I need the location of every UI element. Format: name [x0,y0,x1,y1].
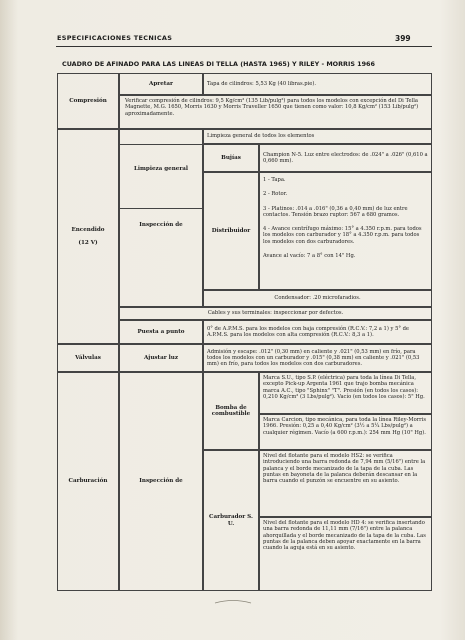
bomba-carcion-text: Marca Carcion, tipo mecánica, para toda la línea Riley-Morris 1966. Presión: 0,25 a 0,40 Kg/cm² (3½ a 5¼ Lbs/pulg²) a cualquier régimen. Vacío (a 600 r.p.m.): 254 mm Hg (10" Hg). [259,414,432,450]
tuning-table [57,73,432,591]
row-label-valvulas: Válvulas [57,344,119,372]
row-label-carburacion: Carburación [57,372,119,591]
dist-item-rotor: 2 - Rotor. [263,191,288,198]
sub-label-inspeccion-encendido: Inspección de [119,144,203,307]
bujias-text: Champion N-5. Luz entre electrodos: de .024" a .026" (0,610 a 0,660 mm). [259,144,432,172]
page-number: 399 [395,34,411,43]
dist-item-platinos: 3 - Platinos: .014 a .016" (0,36 a 0,40 mm) de luz entre contactos. Tensión brazo ruptor: 567 a 680 gramos. [263,205,408,218]
table-title: CUADRO DE AFINADO PARA LAS LINEAS DI TELLA (HASTA 1965) Y RILEY - MORRIS 1966 [62,60,375,68]
verificar-text: Verificar compresión de cilindros: 9,5 Kg/cm² (135 Lib/pulg²) para todos los modelos con excepción del Di Tella Magnette, M.G. 1650, Morris 1630 y Morris Traveller 1650 que tienen como valor: 10,8 Kg/cm² (153 Lib/pulg²) aproximadamente. [119,95,432,129]
footer-ornament-icon [213,598,253,608]
bomba-combustible-label: Bomba de combustible [203,372,259,450]
row-label-encendido [57,129,119,344]
sub-label-limpieza: Limpieza general [119,129,203,209]
header-rule [56,46,432,47]
distribuidor-details [259,172,432,290]
dist-item-avance-centrifugo: 4 - Avance centrífugo máximo: 15° a 4.350 r.p.m. para todos los modelos con carburador y 18° a 4.350 r.p.m. para todos los modelos con dos carburadores. [263,226,422,245]
condensador-text: Condensador: .20 microfaradios. [203,290,432,307]
sub-label-inspeccion-carburacion: Inspección de [119,372,203,591]
bujias-label: Bujías [203,144,259,172]
dist-item-avance-vacio: Avance al vacío: 7 a 8° con 14" Hg. [263,253,356,260]
encendido-label: Encendido [71,227,105,234]
bomba-su-text: Marca S.U., tipo S.P. (eléctrica) para toda la línea Di Tella, excepto Pick-up Argenta 1961 que trajo bomba mecánica marca A.C., tipo "Sphinx" "T". Presión (en todos los casos): 0,210 Kg/cm² (3 Lbs/pulg²). Vacío (en todos los casos): 5" Hg. [259,372,432,414]
sub-label-apretar: Apretar [119,73,203,95]
row-label-compresion: Compresión [57,73,119,129]
sub-label-ajustar-luz: Ajustar luz [119,344,203,372]
carburador-hd4-text: Nivel del flotante para el modelo HD 4: se verifica insertando una barra redonda de 11,11 mm (7/16") entre la palanca ahorquillada y el borde mecanizado de la tapa de la cuba. Las puntas de la palanca deben apoyar exactamente en la barra cuando la aguja está en su asiento. [259,517,432,591]
carburador-hs2-text: Nivel del flotante para el modelo HS2: se verifica introduciendo una barra redonda de 7,94 mm (5/16") entre la palanca y el borde mecanizado de la tapa de la cuba. Las puntas en bayoneta de la palanca deberán descansar en la barra cuando el punzón se encuentre en su asiento. [259,450,432,517]
cables-text: Cables y sus terminales: inspeccionar por defectos. [119,307,432,320]
encendido-voltage: (12 V) [78,239,98,246]
valvulas-text: Admisión y escape: .012" (0,30 mm) en caliente y .021" (0,53 mm) en frío, para todos los modelos con un carburador y .015" (0,38 mm) en caliente y .021" (0,53 mm) en frío, para todos los modelos con dos carburadores. [203,344,432,372]
section-header: ESPECIFICACIONES TECNICAS [57,34,173,42]
apretar-text: Tapa de cilindros: 5,53 Kg (40 libras.pie). [203,73,432,95]
sub-label-puesta-a-punto: Puesta a punto [119,320,203,344]
puesta-a-punto-text: 0° de A.P.M.S. para los modelos con baja compresión (R.C.V.: 7,2 a 1) y 5° de A.P.M.S. para los modelos con alta compresión (R.C.V.: 8,3 a 1). [203,320,432,344]
carburador-su-label: Carburador S. U. [203,450,259,591]
limpieza-text: Limpieza general de todos los elementos [203,129,432,144]
dist-item-tapa: 1 - Tapa. [263,177,286,183]
distribuidor-label: Distribuidor [203,172,259,290]
